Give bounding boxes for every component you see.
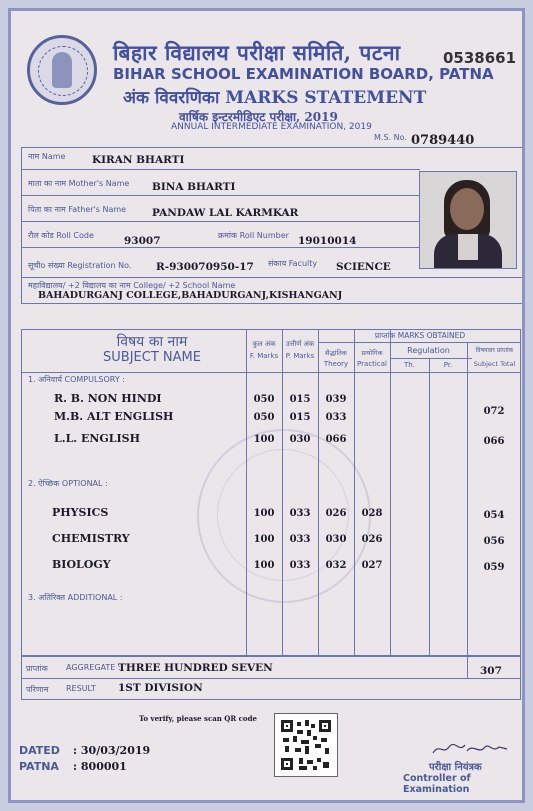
board-seal-logo — [27, 35, 97, 105]
registration-number: R-930070950-17 — [156, 261, 254, 273]
marks-table — [21, 329, 521, 656]
father-label: पिता का नाम Father's Name — [28, 205, 127, 214]
aggregate-box — [21, 656, 521, 700]
college-row — [22, 278, 522, 303]
full-marks-header: F. Marks — [249, 352, 279, 360]
student-photo — [419, 171, 517, 269]
subject-total: 066 — [483, 436, 505, 447]
mother-name: BINA BHARTI — [152, 181, 236, 193]
exam-name-hindi: वार्षिक इन्टरमीडिएट परीक्षा, 2019 — [179, 110, 338, 124]
optional-section-label: 2. ऐच्छिक OPTIONAL : — [28, 479, 108, 488]
result-label-hi: परिणाम — [26, 685, 49, 694]
full-marks: 100 — [253, 434, 275, 445]
subject-total-header: Subject Total — [473, 360, 516, 368]
aggregate-words: THREE HUNDRED SEVEN — [118, 662, 273, 674]
mother-row — [22, 174, 420, 196]
student-name: KIRAN BHARTI — [92, 154, 185, 166]
full-marks: 050 — [253, 412, 275, 423]
ms-no-label: M.S. No. — [374, 133, 407, 142]
theory-marks: 033 — [325, 412, 347, 423]
college-label: महाविद्यालय/ +2 विद्यालय का नाम College/ +2 School Name — [28, 281, 236, 290]
regulation-pr-header: Pr. — [443, 361, 453, 369]
theory-header-hi: सैद्धांतिक — [325, 349, 347, 357]
theory-header: Theory — [323, 360, 349, 368]
roll-code: 93007 — [124, 235, 161, 247]
aggregate-label: AGGREGATE : — [66, 663, 121, 672]
marks-obtained-header: प्राप्तांक MARKS OBTAINED — [374, 331, 466, 340]
pass-marks: 033 — [289, 560, 311, 571]
roll-row — [22, 226, 420, 248]
practical-header-hi: प्रायोगिक — [361, 349, 383, 357]
roll-number-label: क्रमांक Roll Number — [218, 231, 289, 240]
serial-number: 0538661 — [443, 49, 517, 67]
controller-signature — [431, 741, 511, 757]
subject-name: BIOLOGY — [52, 558, 111, 571]
aggregate-total: 307 — [480, 665, 502, 677]
pass-marks: 015 — [289, 412, 311, 423]
subject-name: CHEMISTRY — [52, 532, 130, 545]
verify-instruction: To verify, please scan QR code — [139, 714, 257, 723]
practical-header: Practical — [357, 360, 387, 368]
controller-title: Controller of Examination — [403, 773, 471, 795]
theory-marks: 066 — [325, 434, 347, 445]
place-label: PATNA — [19, 760, 59, 773]
practical-marks: 026 — [361, 534, 383, 545]
marks-statement — [8, 8, 525, 803]
board-name-hindi: बिहार विद्यालय परीक्षा समिति, पटना — [113, 40, 401, 65]
theory-marks: 030 — [325, 534, 347, 545]
subject-name: M.B. ALT ENGLISH — [54, 410, 174, 423]
faculty-value: SCIENCE — [336, 261, 391, 273]
full-marks: 100 — [253, 508, 275, 519]
subject-total-header-hi: विषयवार प्राप्तांक — [475, 347, 514, 354]
roll-code-label: रौल कोड Roll Code — [28, 231, 94, 240]
subject-total: 072 — [483, 406, 505, 417]
place-code: : 800001 — [73, 760, 127, 773]
registration-label: सूचीo संख्या Registration No. — [28, 261, 132, 270]
subject-header-hindi: विषय का नाम — [116, 334, 188, 350]
pass-marks-header: P. Marks — [285, 352, 315, 360]
full-marks: 100 — [253, 560, 275, 571]
result-value: 1ST DIVISION — [118, 682, 203, 694]
subject-name: L.L. ENGLISH — [54, 432, 141, 445]
practical-marks: 028 — [361, 508, 383, 519]
subject-total: 059 — [483, 562, 505, 573]
regulation-header: Regulation — [407, 346, 450, 355]
theory-marks: 039 — [325, 394, 347, 405]
verification-qr-code[interactable] — [274, 713, 338, 777]
pass-marks: 015 — [289, 394, 311, 405]
theory-marks: 032 — [325, 560, 347, 571]
practical-marks: 027 — [361, 560, 383, 571]
faculty-label: संकाय Faculty — [268, 259, 318, 268]
subject-name: PHYSICS — [52, 506, 109, 519]
controller-title-hindi: परीक्षा नियंत्रक — [429, 762, 482, 773]
name-label: नाम Name — [28, 152, 66, 161]
pass-marks: 030 — [289, 434, 311, 445]
full-marks: 100 — [253, 534, 275, 545]
dated-label: DATED — [19, 744, 60, 757]
result-label: RESULT — [66, 684, 96, 693]
father-name: PANDAW LAL KARMKAR — [152, 207, 299, 219]
college-name: BAHADURGANJ COLLEGE,BAHADURGANJ,KISHANGANJ — [38, 290, 343, 301]
subject-total: 056 — [483, 536, 505, 547]
roll-number: 19010014 — [298, 235, 357, 247]
board-name-english: BIHAR SCHOOL EXAMINATION BOARD, PATNA — [113, 65, 494, 83]
subject-name: R. B. NON HINDI — [54, 392, 162, 405]
additional-section-label: 3. अतिरिक्त ADDITIONAL : — [28, 593, 123, 602]
mother-label: माता का नाम Mother's Name — [28, 179, 130, 188]
dated-value: : 30/03/2019 — [73, 744, 151, 757]
theory-marks: 026 — [325, 508, 347, 519]
name-row — [22, 148, 420, 170]
subject-total: 054 — [483, 510, 505, 521]
ms-no-value: 0789440 — [411, 133, 475, 148]
aggregate-label-hi: प्राप्तांक — [26, 664, 48, 673]
statement-title: अंक विवरणिका MARKS STATEMENT — [123, 88, 427, 108]
father-row — [22, 200, 420, 222]
full-marks: 050 — [253, 394, 275, 405]
pass-marks-header-hi: उत्तीर्ण अंक — [285, 340, 315, 348]
pass-marks: 033 — [289, 534, 311, 545]
subject-header: SUBJECT NAME — [103, 350, 201, 365]
compulsory-section-label: 1. अनिवार्य COMPULSORY : — [28, 375, 125, 384]
full-marks-header-hi: कुल अंक — [252, 340, 276, 348]
exam-name-english: ANNUAL INTERMEDIATE EXAMINATION, 2019 — [171, 122, 372, 132]
regulation-th-header: Th. — [404, 361, 415, 369]
pass-marks: 033 — [289, 508, 311, 519]
